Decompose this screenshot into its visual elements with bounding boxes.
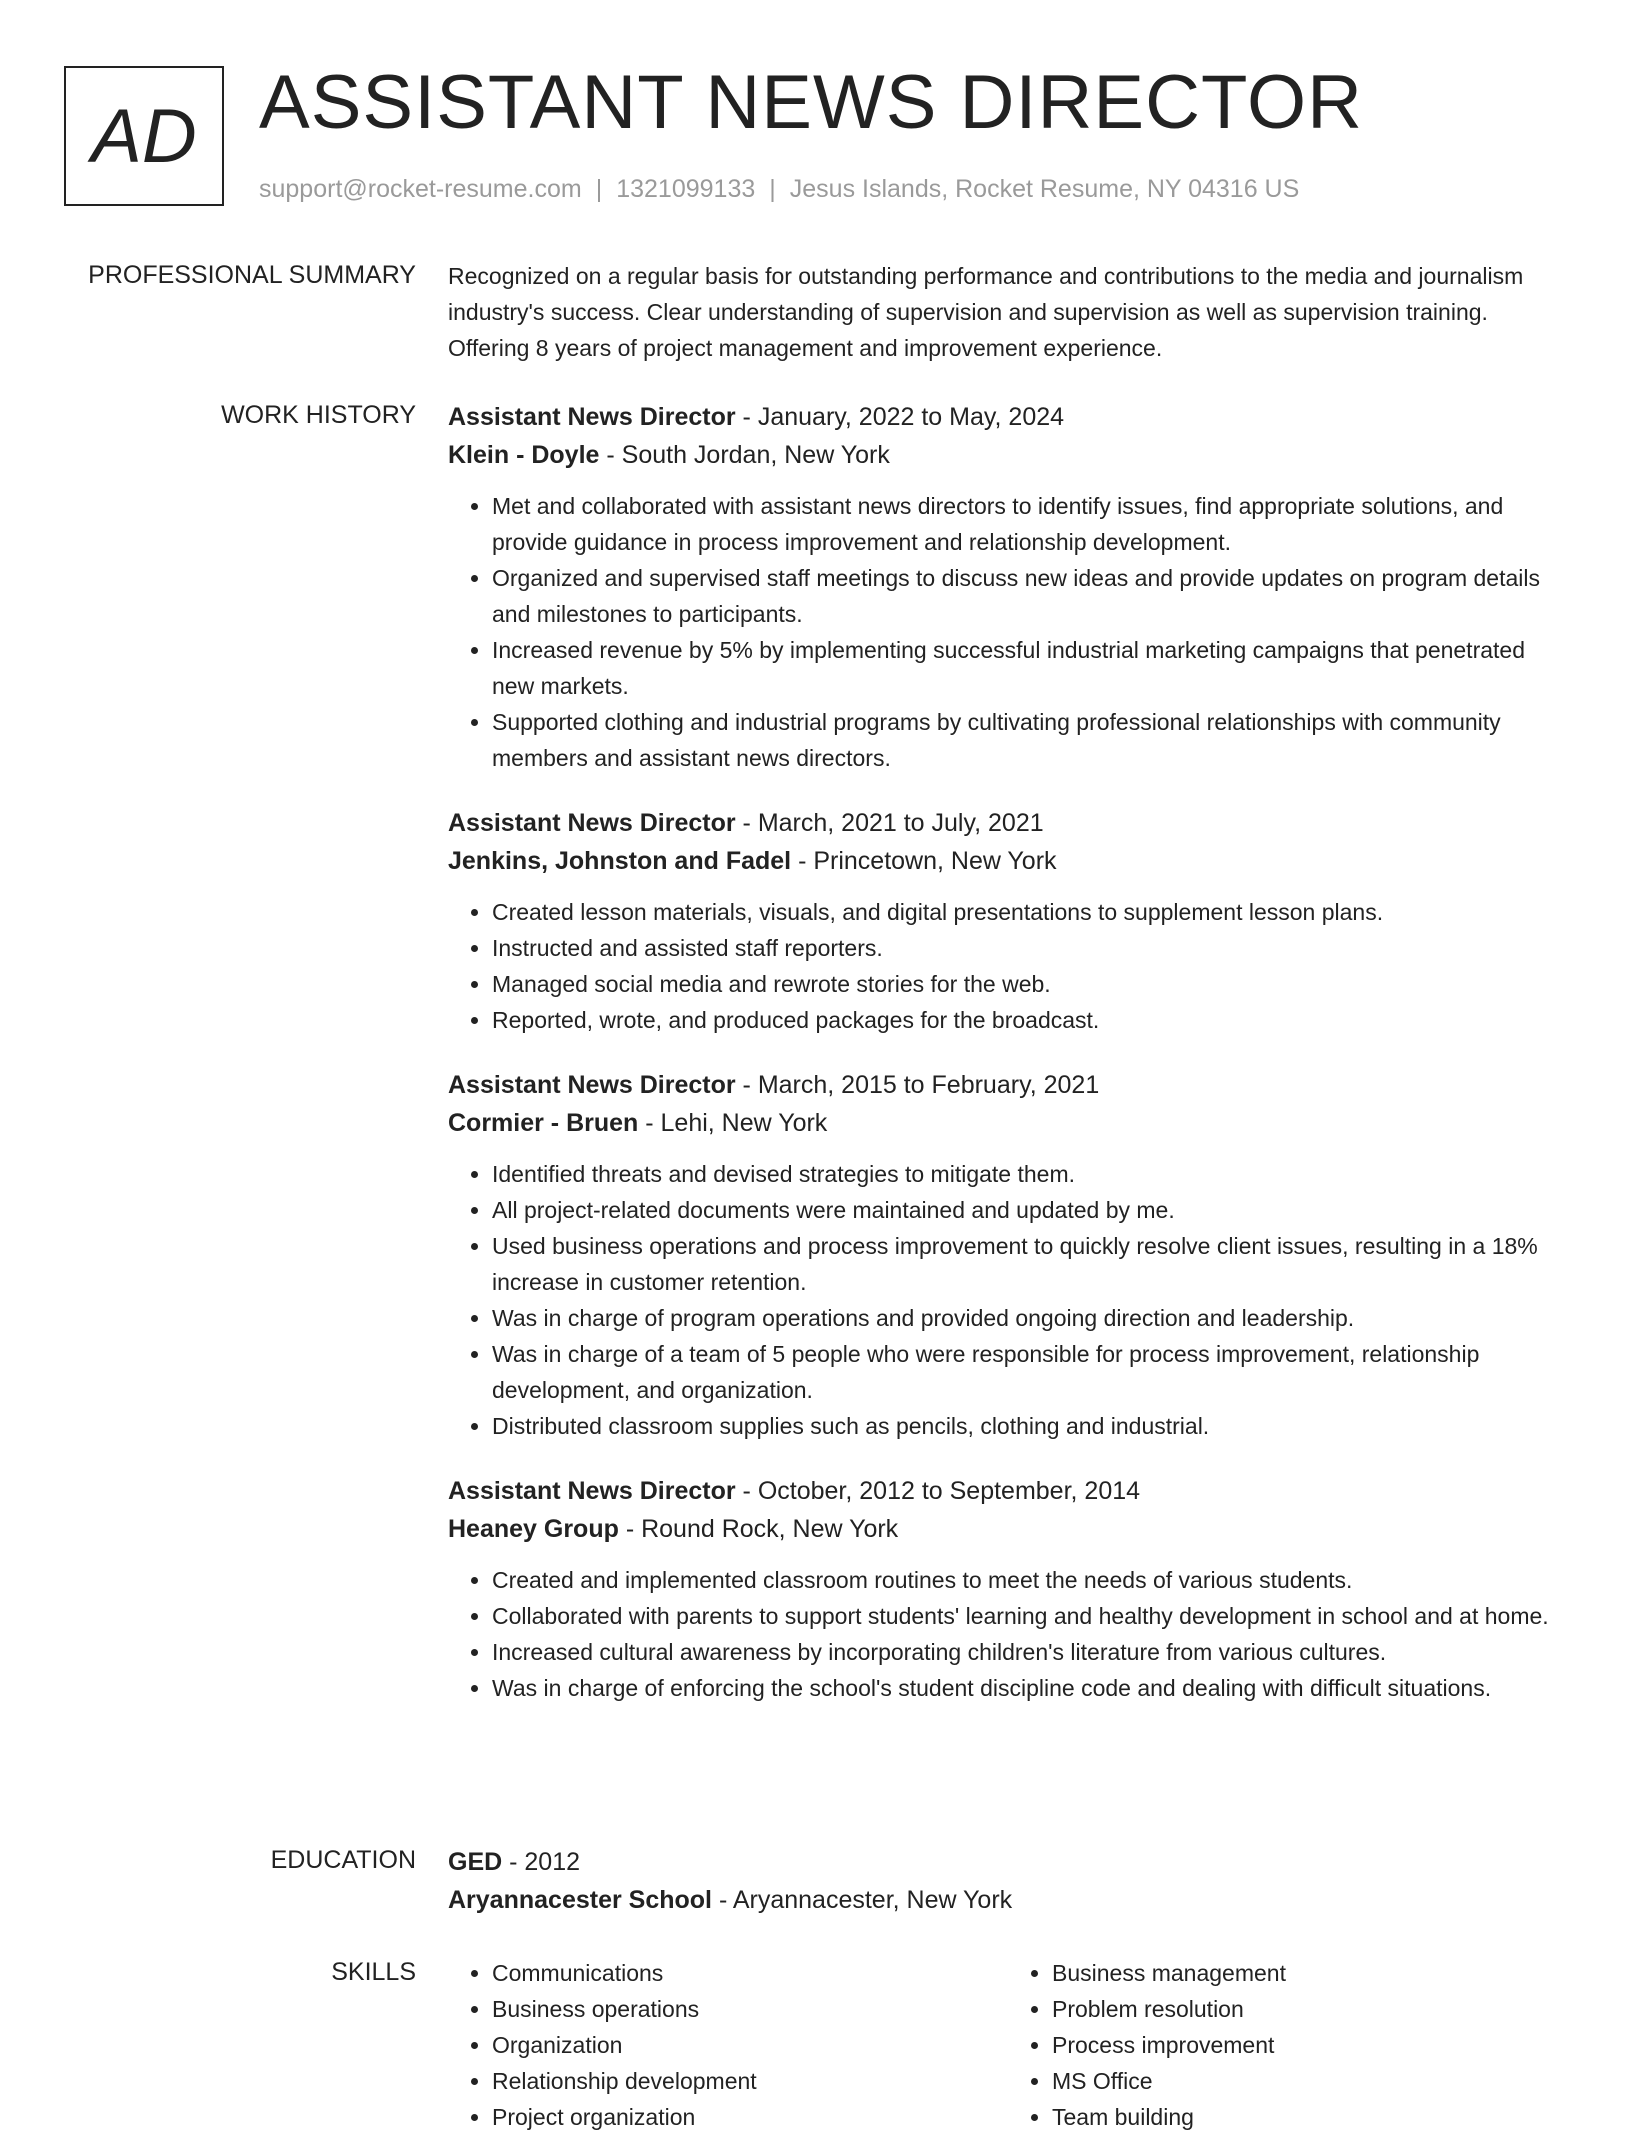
job-list [448,398,1568,1734]
skill-item: • Communications [492,1955,1008,1991]
skill-item: • Problem resolution [1052,1991,1568,2027]
section-label-education: EDUCATION [270,1846,416,1874]
job-company: Klein - Doyle [448,441,600,469]
job-bullets [448,1156,1568,1444]
skill-item: • Project organization [492,2099,1008,2135]
skills-list [448,1955,1568,2135]
contact-address: Jesus Islands, Rocket Resume, NY 04316 US [789,175,1300,203]
job-location: - Princetown, New York [791,847,1057,875]
job-dates: - March, 2015 to February, 2021 [735,1071,1100,1099]
skill-item: • Relationship development [492,2063,1008,2099]
list-item: • Collaborated with parents to support students' learning and healthy development in school and at home. [492,1598,1568,1634]
job-title: Assistant News Director [448,1071,736,1099]
summary-text: Recognized on a regular basis for outstanding performance and contributions to the media and journalism industry's success. Clear understanding of supervision and supervision as well as supervision training. Offering 8 years of project management and improvement experience. [448,263,1524,361]
skill-item: • Team building [1052,2099,1568,2135]
contact-line [259,175,1299,204]
job-entry [448,804,1568,1038]
job-location: - South Jordan, New York [599,441,890,469]
job-bullets [448,488,1568,776]
job-company: Cormier - Bruen [448,1109,639,1137]
list-item: • Met and collaborated with assistant news directors to identify issues, find appropriate solutions, and provide guidance in process improvement and relationship development. [492,488,1568,560]
job-location: - Lehi, New York [638,1109,828,1137]
section-label-work-history: WORK HISTORY [221,401,416,429]
education-location: - Aryannacester, New York [712,1886,1013,1914]
job-dates: - January, 2022 to May, 2024 [735,403,1065,431]
list-item: • Used business operations and process improvement to quickly resolve client issues, resulting in a 18% increase in customer retention. [492,1228,1568,1300]
list-item: • Increased revenue by 5% by implementing successful industrial marketing campaigns that penetrated new markets. [492,632,1568,704]
list-item: • Instructed and assisted staff reporters. [492,930,1568,966]
contact-separator: | [769,175,776,203]
education-entry [448,1843,1568,1919]
section-label-skills: SKILLS [331,1958,416,1986]
skill-item: • Organization [492,2027,1008,2063]
skills-column-left [448,1955,1008,2135]
contact-separator: | [595,175,603,203]
contact-phone: 1321099133 [616,175,756,203]
skill-item: • Business operations [492,1991,1008,2027]
contact-email: support@rocket-resume.com [259,175,582,203]
skill-item: • Business management [1052,1955,1568,1991]
job-entry [448,1066,1568,1444]
list-item: • Organized and supervised staff meetings to discuss new ideas and provide updates on program details and milestones to participants. [492,560,1568,632]
list-item: • Identified threats and devised strategies to mitigate them. [492,1156,1568,1192]
education-degree: GED [448,1848,503,1876]
section-label-summary: PROFESSIONAL SUMMARY [88,261,416,289]
list-item: • Was in charge of enforcing the school's student discipline code and dealing with difficult situations. [492,1670,1568,1706]
list-item: • Created lesson materials, visuals, and digital presentations to supplement lesson plans. [492,894,1568,930]
job-bullets [448,894,1568,1038]
list-item: • Managed social media and rewrote stories for the web. [492,966,1568,1002]
job-company: Jenkins, Johnston and Fadel [448,847,792,875]
list-item: • Reported, wrote, and produced packages for the broadcast. [492,1002,1568,1038]
education-school: Aryannacester School [448,1886,712,1914]
list-item: • All project-related documents were maintained and updated by me. [492,1192,1568,1228]
job-entry [448,398,1568,776]
job-title: Assistant News Director [448,1477,736,1505]
list-item: • Was in charge of program operations and provided ongoing direction and leadership. [492,1300,1568,1336]
page-title: ASSISTANT NEWS DIRECTOR [259,60,1364,145]
skills-column-right [1008,1955,1568,2135]
skill-item: • MS Office [1052,2063,1568,2099]
list-item: • Increased cultural awareness by incorporating children's literature from various cultures. [492,1634,1568,1670]
job-dates: - March, 2021 to July, 2021 [735,809,1044,837]
job-location: - Round Rock, New York [618,1515,899,1543]
job-dates: - October, 2012 to September, 2014 [735,1477,1141,1505]
job-company: Heaney Group [448,1515,619,1543]
list-item: • Supported clothing and industrial programs by cultivating professional relationships with community members and assistant news directors. [492,704,1568,776]
list-item: • Distributed classroom supplies such as pencils, clothing and industrial. [492,1408,1568,1444]
skill-item: • Process improvement [1052,2027,1568,2063]
education-year: - 2012 [502,1848,581,1876]
job-title: Assistant News Director [448,809,736,837]
list-item: • Was in charge of a team of 5 people who were responsible for process improvement, relationship development, and organization. [492,1336,1568,1408]
job-bullets [448,1562,1568,1706]
job-entry [448,1472,1568,1706]
job-title: Assistant News Director [448,403,736,431]
monogram-initials: AD [64,66,224,206]
list-item: • Created and implemented classroom routines to meet the needs of various students. [492,1562,1568,1598]
